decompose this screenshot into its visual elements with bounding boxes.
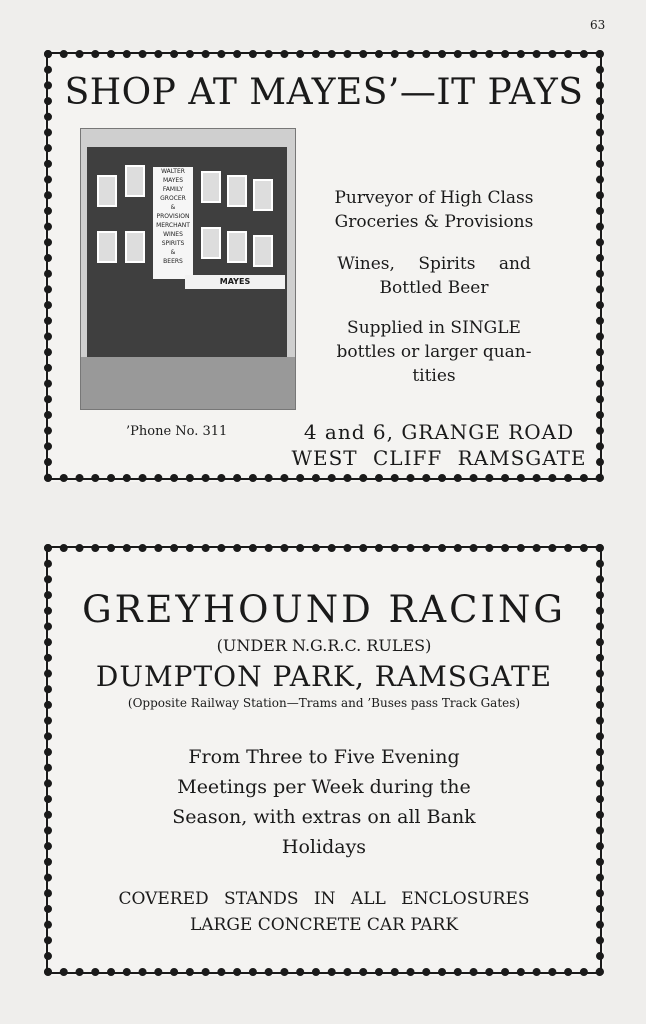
- features-text: COVERED STANDS IN ALL ENCLOSURES LARGE CONCRETE CAR PARK: [118, 889, 530, 935]
- shop-fascia-sign: MAYES: [185, 275, 285, 289]
- shop-building: [87, 147, 287, 357]
- address-line-2: WEST CLIFF RAMSGATE: [291, 446, 587, 470]
- greyhound-advertisement: [44, 544, 604, 976]
- street: [81, 357, 295, 409]
- page-number: 63: [590, 18, 606, 32]
- rules-text: (UNDER N.G.R.C. RULES): [216, 636, 432, 655]
- greyhound-headline: GREYHOUND RACING: [82, 588, 566, 631]
- shop-wall-sign: WALTER MAYES FAMILY GROCER & PROVISION MERCHANT WINES SPIRITS & BEERS: [153, 167, 193, 279]
- venue-title: DUMPTON PARK, RAMSGATE: [95, 660, 553, 693]
- shop-photograph: [80, 128, 296, 410]
- purveyor-text: Purveyor of High Class Groceries & Provisions: [334, 188, 534, 232]
- schedule-text: From Three to Five Evening Meetings per Week during the Season, with extras on all Bank Holidays: [172, 746, 476, 858]
- phone-number: ’Phone No. 311: [126, 424, 228, 439]
- mayes-advertisement: [44, 50, 604, 482]
- location-note: (Opposite Railway Station—Trams and ’Buses pass Track Gates): [127, 696, 521, 710]
- mayes-headline: SHOP AT MAYES’—IT PAYS: [64, 72, 584, 113]
- supplied-text: Supplied in SINGLE bottles or larger quan- tities: [336, 318, 532, 386]
- address-line-1: 4 and 6, GRANGE ROAD: [303, 420, 575, 444]
- wines-text: Wines, Spirits and Bottled Beer: [337, 254, 531, 298]
